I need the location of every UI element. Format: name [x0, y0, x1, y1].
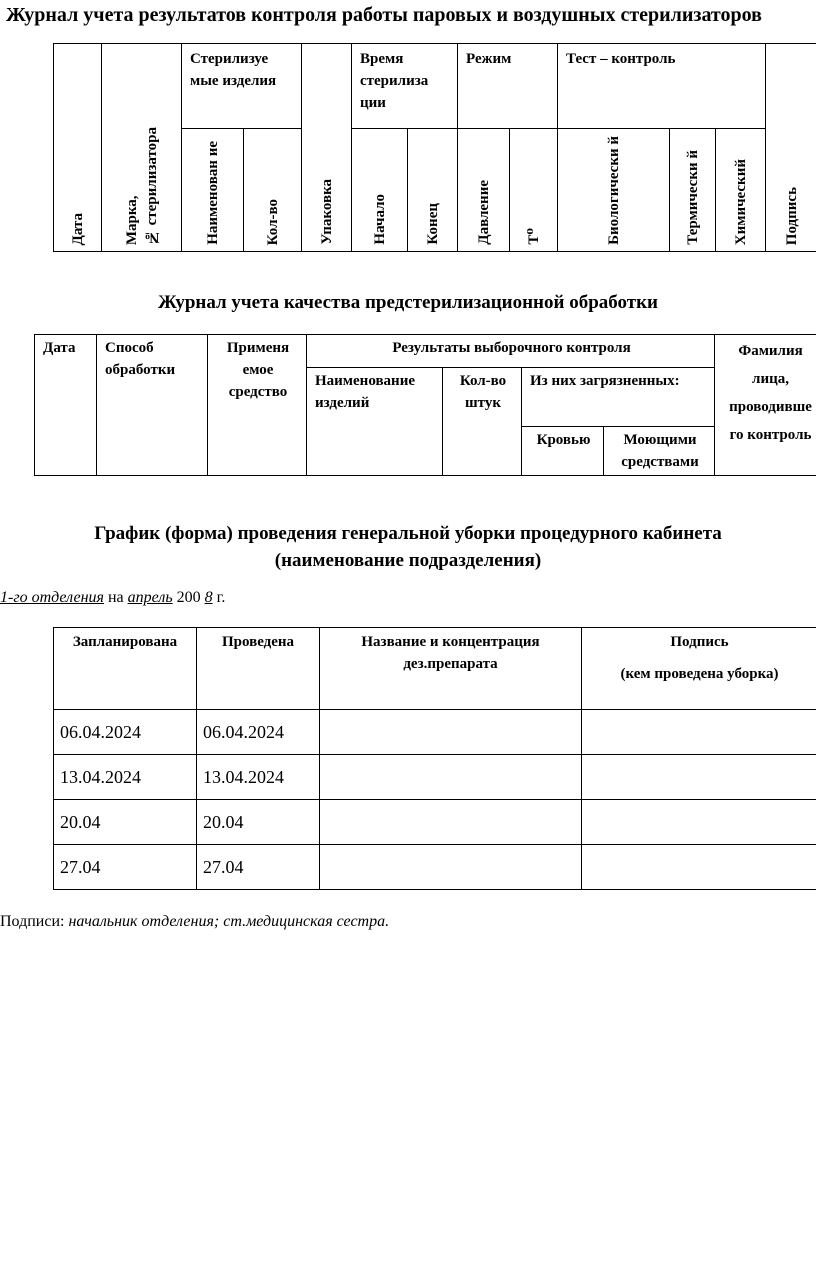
header-done: Проведена — [197, 628, 320, 710]
header-signature: Подпись — [766, 44, 816, 252]
header-item-name: Наименован ие — [182, 129, 244, 252]
header-packaging: Упаковка — [302, 44, 352, 252]
disinfectant-cell[interactable] — [320, 710, 582, 755]
signature-cell[interactable] — [582, 800, 816, 845]
disinfectant-cell[interactable] — [320, 755, 582, 800]
header-mode: Режим — [458, 44, 558, 129]
header-sterilized-items: Стерилизуе мые изделия — [182, 44, 302, 129]
header-planned: Запланирована — [54, 628, 197, 710]
header-thermal: Термически й — [670, 129, 716, 252]
planned-date: 06.04.2024 — [54, 710, 197, 755]
header-test-control: Тест – контроль — [558, 44, 766, 129]
header-item-qty: Кол-во — [244, 129, 302, 252]
sterilizers-journal-table — [53, 43, 816, 252]
signatures-value: начальник отделения; ст.медицинская сестра. — [68, 913, 390, 930]
header-signature — [582, 628, 816, 710]
table-row — [54, 800, 816, 845]
header-disinfectant: Название и концентрация дез.препарата — [320, 628, 582, 710]
cleaning-schedule-title-line1: График (форма) проведения генеральной уборки процедурного кабинета — [94, 523, 722, 544]
header-date: Дата — [54, 44, 102, 252]
year-suffix: 8 — [204, 589, 213, 606]
header-sterilization-time: Время стерилиза ции — [352, 44, 458, 129]
header-detergents: Моющими средствами — [604, 427, 715, 476]
signature-cell[interactable] — [582, 845, 816, 890]
header-item-names: Наименование изделий — [307, 368, 443, 476]
header-time-end: Конец — [408, 129, 458, 252]
signatures-line — [0, 913, 389, 931]
header-results: Результаты выборочного контроля — [307, 335, 715, 368]
header-biological: Биологически й — [558, 129, 670, 252]
presterilization-journal-table — [34, 334, 816, 476]
done-date: 27.04 — [197, 845, 320, 890]
header-blood: Кровью — [522, 427, 604, 476]
done-date: 13.04.2024 — [197, 755, 320, 800]
done-date: 06.04.2024 — [197, 710, 320, 755]
planned-date: 20.04 — [54, 800, 197, 845]
header-date: Дата — [35, 335, 97, 476]
header-qty: Кол-во штук — [443, 368, 522, 476]
header-chemical: Химический — [716, 129, 766, 252]
cleaning-schedule-title-line2: (наименование подразделения) — [274, 550, 542, 571]
header-sterilizer-brand: Марка, № стерилизатора — [102, 44, 182, 252]
department-line — [0, 589, 225, 607]
planned-date: 13.04.2024 — [54, 755, 197, 800]
sterilizers-journal-title: Журнал учета результатов контроля работы паровых и воздушных стерилизаторов — [6, 4, 762, 26]
header-signature-label: Подпись — [670, 634, 729, 650]
header-method: Способ обработки — [97, 335, 208, 476]
year-prefix: 200 — [176, 589, 201, 606]
signature-cell[interactable] — [582, 710, 816, 755]
header-person: Фамилия лица, проводивше го контроль — [715, 335, 816, 476]
month: апрель — [127, 589, 173, 606]
disinfectant-cell[interactable] — [320, 845, 582, 890]
department-name: 1-го отделения — [0, 589, 104, 606]
disinfectant-cell[interactable] — [320, 800, 582, 845]
header-temperature: Т⁰ — [510, 129, 558, 252]
cleaning-schedule-title — [0, 520, 816, 574]
header-pressure: Давление — [458, 129, 510, 252]
table-row — [54, 755, 816, 800]
done-date: 20.04 — [197, 800, 320, 845]
header-contaminated: Из них загрязненных: — [522, 368, 715, 427]
cleaning-schedule-table — [53, 627, 816, 890]
planned-date: 27.04 — [54, 845, 197, 890]
header-time-start: Начало — [352, 129, 408, 252]
header-agent: Применя емое средство — [208, 335, 307, 476]
signatures-label: Подписи: — [0, 913, 65, 930]
table-row — [54, 710, 816, 755]
header-signature-note: (кем проведена уборка) — [620, 666, 779, 682]
signature-cell[interactable] — [582, 755, 816, 800]
on-word: на — [107, 589, 124, 606]
presterilization-journal-title: Журнал учета качества предстерилизационной обработки — [158, 292, 658, 313]
table-row — [54, 845, 816, 890]
year-unit: г. — [216, 589, 226, 606]
